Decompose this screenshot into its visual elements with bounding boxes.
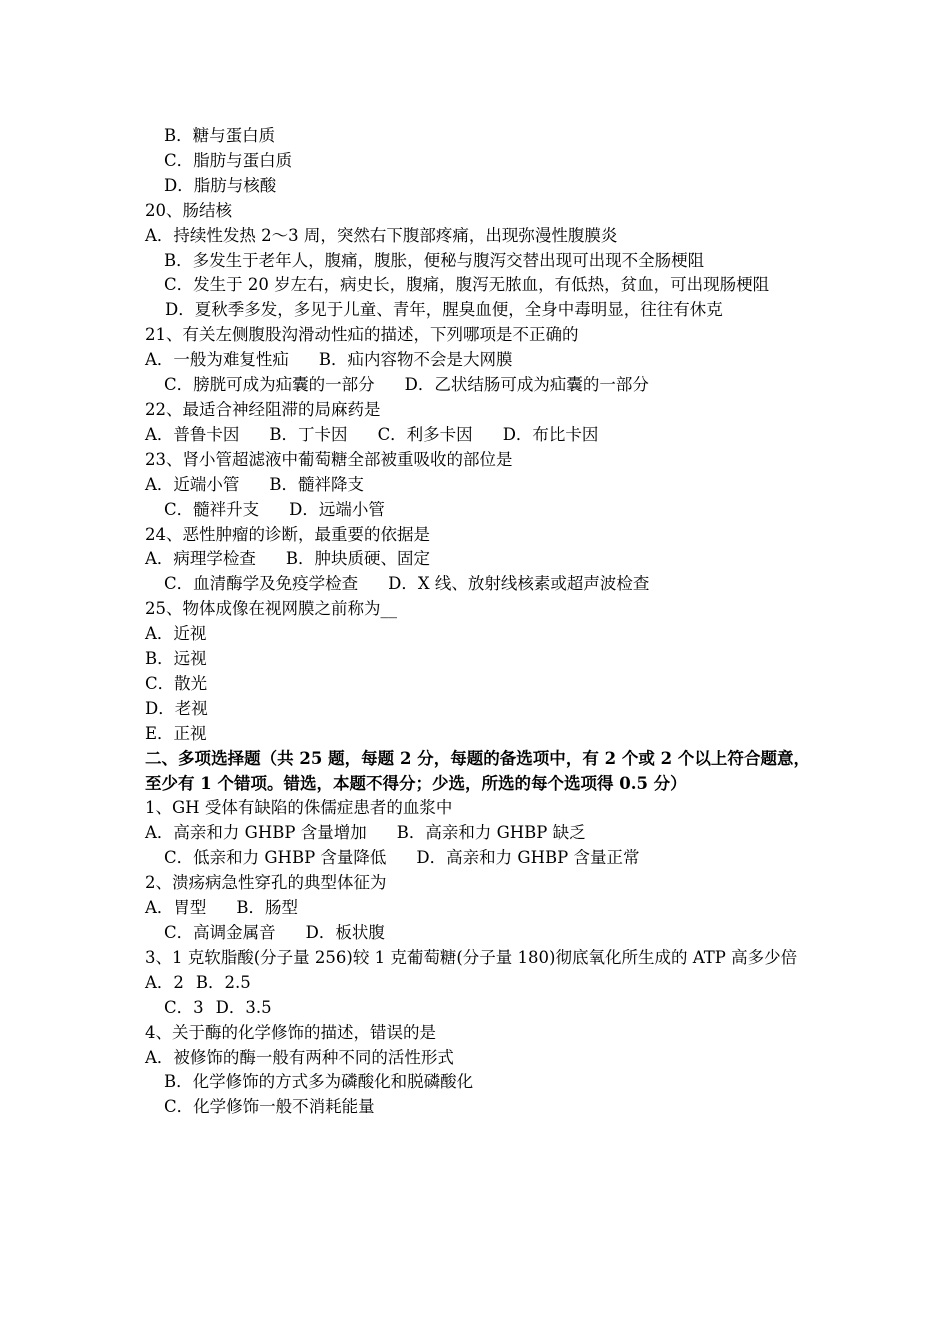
option-row <box>145 498 810 523</box>
option-row <box>145 473 810 498</box>
option-row <box>145 348 810 373</box>
question-4: 4、关于酶的化学修饰的描述，错误的是 <box>145 1022 436 1042</box>
option-line: C．散光 <box>145 673 208 693</box>
option-a: A．2 <box>145 972 184 992</box>
question-1: 1、GH 受体有缺陷的侏儒症患者的血浆中 <box>145 798 453 818</box>
option-a: A．普鲁卡因 <box>145 424 240 444</box>
option-line: C．化学修饰一般不消耗能量 <box>164 1097 375 1117</box>
option-line: B．糖与蛋白质 <box>164 126 276 145</box>
option-c: C．利多卡因 <box>377 424 473 444</box>
option-row <box>145 423 810 448</box>
option-line: C．脂肪与蛋白质 <box>164 150 293 170</box>
option-line: E．正视 <box>145 723 207 743</box>
option-row <box>145 547 810 572</box>
document-body <box>145 124 810 1120</box>
option-line: B．多发生于老年人，腹痛，腹胀，便秘与腹泻交替出现可出现不全肠梗阻 <box>164 250 705 270</box>
option-c: C．膀胱可成为疝囊的一部分 <box>164 375 375 395</box>
option-row <box>145 373 810 398</box>
option-row <box>145 971 810 996</box>
option-b: B．肿块质硬、固定 <box>285 549 431 569</box>
question-20: 20、肠结核 <box>145 200 232 220</box>
option-a: A．胃型 <box>145 898 207 918</box>
option-b: B．疝内容物不会是大网膜 <box>318 350 513 370</box>
option-d: D．远端小管 <box>289 499 385 519</box>
option-row <box>145 846 810 871</box>
option-b: B．丁卡因 <box>269 424 348 444</box>
option-d: D．板状腹 <box>305 923 385 942</box>
option-line: A．近视 <box>145 624 207 644</box>
option-line: B．化学修饰的方式多为磷酸化和脱磷酸化 <box>164 1072 474 1092</box>
option-c: C．高调金属音 <box>164 923 276 942</box>
option-b: B．髓袢降支 <box>269 474 365 494</box>
question-25: 25、物体成像在视网膜之前称为__ <box>145 599 397 619</box>
option-d: D．乙状结肠可成为疝囊的一部分 <box>404 375 649 395</box>
option-a: A．一般为难复性疝 <box>145 350 289 370</box>
option-d: D．布比卡因 <box>502 424 599 444</box>
option-line: C．发生于 20 岁左右，病史长，腹痛，腹泻无脓血，有低热，贫血，可出现肠梗阻 <box>164 275 770 295</box>
option-b: B．肠型 <box>236 898 299 918</box>
question-24: 24、恶性肿瘤的诊断，最重要的依据是 <box>145 524 430 544</box>
question-2: 2、溃疡病急性穿孔的典型体征为 <box>145 873 387 893</box>
option-a: A．高亲和力 GHBP 含量增加 <box>145 823 367 843</box>
option-line: B．远视 <box>145 649 207 669</box>
option-row <box>145 821 810 846</box>
option-row <box>145 572 810 597</box>
option-d: D．X 线、放射线核素或超声波检查 <box>388 574 650 594</box>
option-a: A．病理学检查 <box>145 549 256 569</box>
option-line: D．脂肪与核酸 <box>164 175 277 195</box>
option-row <box>145 896 810 921</box>
option-c: C．低亲和力 GHBP 含量降低 <box>164 848 387 868</box>
section-heading: 二、多项选择题（共 25 题，每题 2 分，每题的备选项中，有 2 个或 2 个以上符合题意，至少有 1 个错项。错选，本题不得分；少选，所选的每个选项得 0.5 分） <box>145 748 810 793</box>
option-row <box>145 921 810 946</box>
question-22: 22、最适合神经阻滞的局麻药是 <box>145 399 381 419</box>
option-row <box>145 996 810 1021</box>
option-line: D．夏秋季多发，多见于儿童、青年，腥臭血便，全身中毒明显，往往有休克 <box>165 300 723 320</box>
option-c: C．髓袢升支 <box>164 499 260 519</box>
question-21: 21、有关左侧腹股沟滑动性疝的描述，下列哪项是不正确的 <box>145 325 579 345</box>
option-c: C．血清酶学及免疫学检查 <box>164 574 359 594</box>
question-23: 23、肾小管超滤液中葡萄糖全部被重吸收的部位是 <box>145 449 513 469</box>
option-line: A．被修饰的酶一般有两种不同的活性形式 <box>145 1047 454 1067</box>
option-b: B．2.5 <box>195 972 251 992</box>
option-c: C．3 <box>164 997 204 1017</box>
question-3: 3、1 克软脂酸(分子量 256)较 1 克葡萄糖(分子量 180)彻底氧化所生成的 ATP 高多少倍 <box>145 947 798 967</box>
option-line: D．老视 <box>145 698 208 718</box>
option-a: A．近端小管 <box>145 474 240 494</box>
option-b: B．高亲和力 GHBP 缺乏 <box>396 823 586 843</box>
option-d: D．高亲和力 GHBP 含量正常 <box>416 848 640 868</box>
option-d: D．3.5 <box>215 997 272 1017</box>
option-line: A．持续性发热 2～3 周，突然右下腹部疼痛，出现弥漫性腹膜炎 <box>145 225 618 245</box>
